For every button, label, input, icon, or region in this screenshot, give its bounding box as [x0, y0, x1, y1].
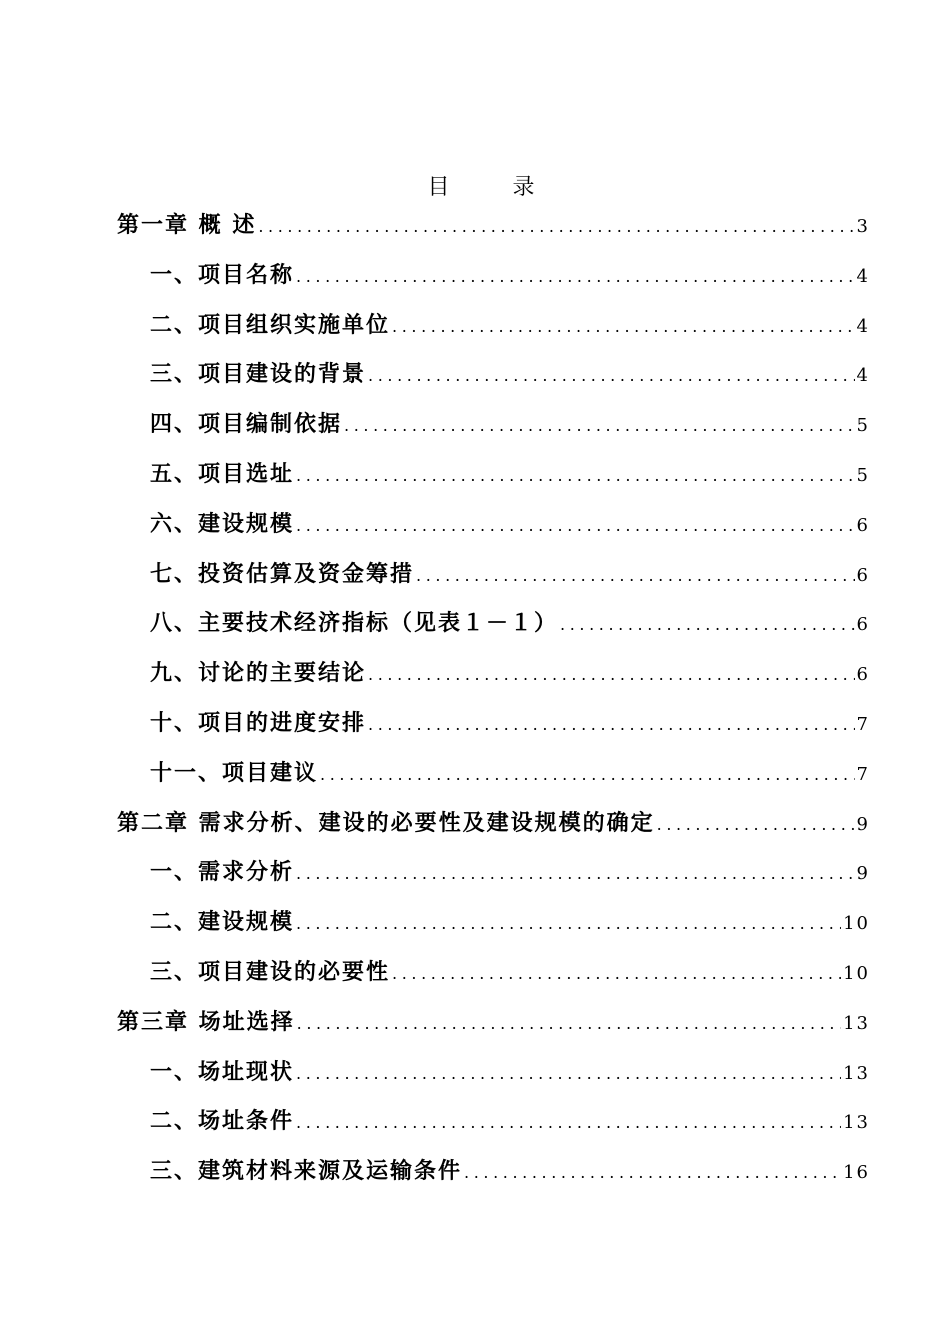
toc-page-number: 9	[856, 863, 870, 885]
toc-section-entry[interactable]	[150, 557, 870, 597]
toc-entry-label: 一、需求分析	[150, 859, 295, 886]
toc-dot-leader	[416, 566, 855, 585]
toc-section-entry[interactable]	[150, 706, 870, 746]
toc-section-entry[interactable]	[150, 457, 870, 497]
toc-page-number: 10	[843, 913, 870, 935]
toc-dot-leader	[296, 1064, 841, 1083]
toc-page-number: 13	[843, 1062, 870, 1084]
toc-entry-label: 三、项目建设的背景	[150, 361, 367, 388]
toc-entry-label: 第三章 场址选择	[117, 1008, 295, 1035]
toc-entry-label: 六、建设规模	[150, 510, 295, 537]
toc-dot-leader	[296, 864, 855, 883]
toc-dot-leader	[320, 765, 855, 784]
toc-entry-label: 三、建筑材料来源及运输条件	[150, 1158, 463, 1185]
toc-dot-leader	[296, 516, 855, 535]
toc-page-number: 16	[843, 1162, 870, 1184]
toc-section-entry[interactable]	[150, 905, 870, 945]
toc-section-entry[interactable]	[150, 258, 870, 298]
toc-section-entry[interactable]	[150, 1055, 870, 1095]
toc-chapter-entry[interactable]	[117, 1005, 870, 1045]
toc-page-number: 10	[843, 963, 870, 984]
toc-section-entry[interactable]	[150, 955, 870, 995]
toc-dot-leader	[560, 615, 855, 634]
toc-dot-leader	[657, 815, 855, 834]
toc-page-number: 9	[856, 813, 870, 835]
toc-entry-label: 七、投资估算及资金筹措	[150, 560, 415, 587]
toc-dot-leader	[368, 366, 855, 385]
toc-entry-label: 十、项目的进度安排	[150, 710, 367, 736]
toc-dot-leader	[464, 1163, 841, 1182]
toc-page-number: 6	[856, 564, 870, 586]
toc-page-number: 5	[856, 465, 870, 486]
toc-page-number: 6	[856, 514, 870, 536]
toc-title: 目 录	[427, 175, 563, 200]
toc-section-entry[interactable]	[150, 606, 870, 646]
toc-entry-label: 三、项目建设的必要性	[150, 959, 391, 985]
toc-dot-leader	[368, 715, 855, 734]
toc-dot-leader	[296, 914, 841, 933]
toc-page-number: 4	[856, 265, 870, 287]
toc-dot-leader	[296, 1113, 841, 1132]
toc-chapter-entry[interactable]	[117, 806, 870, 846]
toc-entry-label: 十一、项目建议	[150, 759, 319, 786]
toc-section-entry[interactable]	[150, 756, 870, 796]
toc-dot-leader	[368, 665, 855, 684]
toc-entry-label: 第一章 概 述	[117, 212, 257, 238]
toc-dot-leader	[344, 416, 855, 435]
toc-page-number: 7	[856, 714, 870, 735]
toc-section-entry[interactable]	[150, 308, 870, 348]
toc-section-entry[interactable]	[150, 656, 870, 696]
toc-page-number: 13	[843, 1012, 870, 1034]
toc-page-number: 4	[856, 365, 870, 387]
toc-dot-leader	[392, 317, 855, 336]
toc-entry-label: 一、场址现状	[150, 1058, 295, 1085]
toc-chapter-entry[interactable]	[117, 208, 870, 248]
toc-entry-label: 四、项目编制依据	[150, 411, 343, 438]
toc-entry-label: 八、主要技术经济指标（见表１－１）	[150, 610, 559, 637]
toc-page-number: 4	[856, 315, 870, 337]
toc-section-entry[interactable]	[150, 1104, 870, 1144]
toc-section-entry[interactable]	[150, 507, 870, 547]
toc-page-number: 6	[856, 664, 870, 686]
toc-entry-label: 五、项目选址	[150, 461, 295, 487]
toc-page-number: 5	[856, 415, 870, 437]
toc-entry-label: 二、场址条件	[150, 1108, 295, 1135]
toc-dot-leader	[297, 1014, 841, 1033]
toc-entry-label: 九、讨论的主要结论	[150, 660, 367, 687]
toc-dot-leader	[392, 964, 841, 983]
toc-entry-label: 第二章 需求分析、建设的必要性及建设规模的确定	[117, 809, 655, 836]
toc-section-entry[interactable]	[150, 855, 870, 895]
toc-section-entry[interactable]	[150, 407, 870, 447]
toc-dot-leader	[296, 466, 855, 485]
toc-page-number: 6	[856, 614, 870, 636]
toc-entry-label: 一、项目名称	[150, 261, 295, 288]
toc-entry-label: 二、项目组织实施单位	[150, 311, 391, 338]
toc-section-entry[interactable]	[150, 1154, 870, 1194]
toc-page-number: 13	[843, 1112, 870, 1134]
toc-entry-label: 二、建设规模	[150, 909, 295, 936]
toc-section-entry[interactable]	[150, 357, 870, 397]
toc-dot-leader	[258, 217, 854, 236]
toc-page-number: 7	[856, 763, 870, 785]
toc-page-number: 3	[856, 216, 870, 237]
toc-dot-leader	[296, 267, 855, 286]
